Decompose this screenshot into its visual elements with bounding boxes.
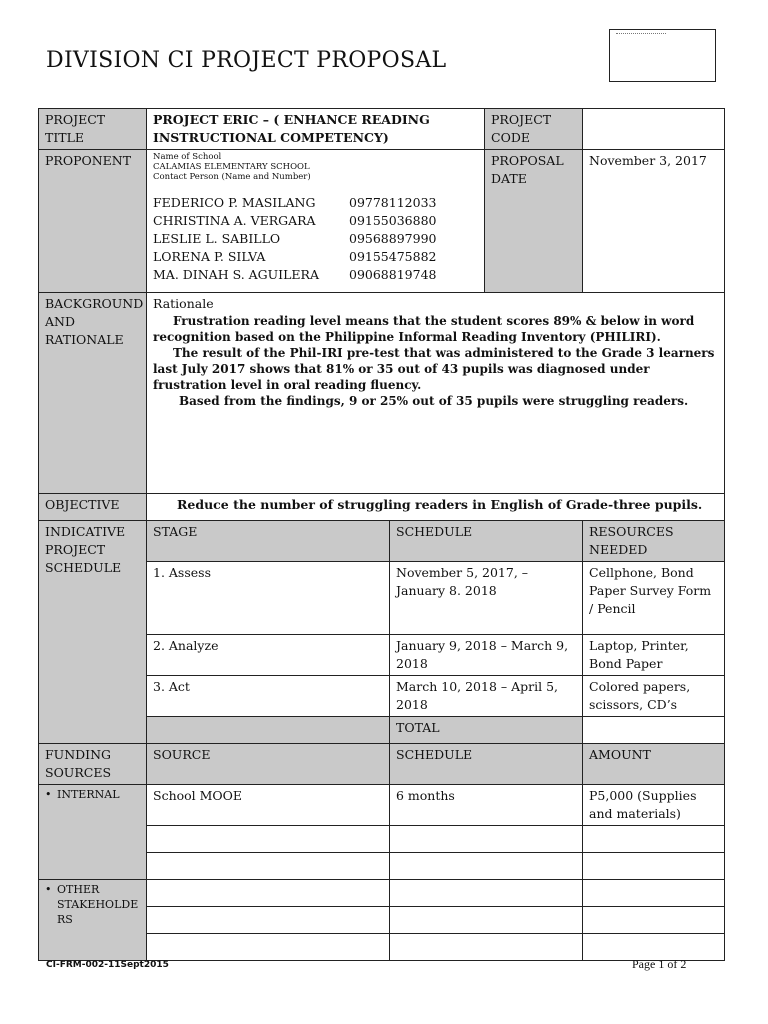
schedule-date: November 5, 2017, – January 8. 2018 [390, 562, 583, 635]
funding-schedule [390, 907, 583, 934]
schedule-col-schedule: SCHEDULE [390, 521, 583, 562]
funding-internal-text: INTERNAL [57, 788, 120, 801]
contact-phone: 09778112033 [349, 195, 437, 210]
form-code: CI-FRM-002-11Sept2015 [46, 960, 169, 970]
funding-other-text: OTHER STAKEHOLDE RS [57, 883, 139, 926]
funding-col-source: SOURCE [147, 744, 390, 785]
funding-amount [583, 826, 725, 853]
project-title-value: PROJECT ERIC – ( ENHANCE READING INSTRUCTIONAL COMPETENCY) [147, 109, 485, 150]
funding-source [147, 934, 390, 961]
funding-amount: P5,000 (Supplies and materials) [583, 785, 725, 826]
contact-phone: 09568897990 [349, 231, 437, 246]
project-code-label: PROJECT CODE [485, 109, 583, 150]
schedule-total-value [583, 717, 725, 744]
schedule-total-blank [147, 717, 390, 744]
rationale-paragraph: Based from the findings, 9 or 25% out of 35 pupils were struggling readers. [179, 394, 689, 408]
funding-schedule [390, 826, 583, 853]
school-value: CALAMIAS ELEMENTARY SCHOOL [153, 162, 310, 172]
schedule-stage: 3. Act [147, 676, 390, 717]
contact-row [153, 230, 478, 248]
page-title: DIVISION CI PROJECT PROPOSAL [46, 48, 447, 73]
proposal-date-label: PROPOSAL DATE [485, 150, 583, 293]
rationale-paragraph: The result of the Phil-IRI pre-test that was administered to the Grade 3 learners last July 2017 shows that 81% or 35 out of 43 pupils was diagnosed under frustration level in oral reading fluency. [153, 346, 715, 392]
funding-amount [583, 907, 725, 934]
bullet-icon: • [45, 788, 52, 801]
contact-name: LORENA P. SILVA [153, 249, 266, 264]
schedule-stage: 1. Assess [147, 562, 390, 635]
funding-source [147, 853, 390, 880]
funding-source [147, 826, 390, 853]
project-title-label: PROJECT TITLE [39, 109, 147, 150]
funding-amount [583, 853, 725, 880]
rationale-heading: Rationale [153, 296, 214, 311]
stamp-box-line [616, 33, 666, 36]
funding-source [147, 907, 390, 934]
proposal-date-value: November 3, 2017 [583, 150, 725, 293]
funding-schedule [390, 853, 583, 880]
proponent-cell [147, 150, 485, 293]
funding-schedule: 6 months [390, 785, 583, 826]
bullet-icon: • [45, 883, 52, 896]
schedule-label: INDICATIVE PROJECT SCHEDULE [39, 521, 147, 744]
school-label: Name of School [153, 152, 222, 162]
contact-name: FEDERICO P. MASILANG [153, 195, 316, 210]
contact-row [153, 194, 478, 212]
objective-label: OBJECTIVE [39, 494, 147, 521]
proponent-label: PROPONENT [39, 150, 147, 293]
contact-phone: 09068819748 [349, 267, 437, 282]
stamp-box [609, 29, 716, 82]
schedule-resources: Colored papers, scissors, CD’s [583, 676, 725, 717]
objective-text: Reduce the number of struggling readers in English of Grade-three pupils. [147, 494, 725, 521]
funding-label: FUNDING SOURCES [39, 744, 147, 785]
contact-name: MA. DINAH S. AGUILERA [153, 267, 319, 282]
contact-name: LESLIE L. SABILLO [153, 231, 281, 246]
contact-label: Contact Person (Name and Number) [153, 172, 311, 182]
schedule-resources: Laptop, Printer, Bond Paper [583, 635, 725, 676]
contact-row [153, 212, 478, 230]
schedule-col-resources: RESOURCES NEEDED [583, 521, 725, 562]
funding-internal-label [39, 785, 147, 880]
project-code-value [583, 109, 725, 150]
contact-phone: 09155475882 [349, 249, 437, 264]
funding-schedule [390, 934, 583, 961]
funding-other-label [39, 880, 147, 961]
funding-source: School MOOE [147, 785, 390, 826]
background-label: BACKGROUND AND RATIONALE [39, 293, 147, 494]
rationale-paragraph: Frustration reading level means that the student scores 89% & below in word recognition based on the Philippine Informal Reading Inventory (PHILIRI). [153, 314, 695, 344]
funding-schedule [390, 880, 583, 907]
contact-row [153, 266, 478, 284]
funding-amount [583, 880, 725, 907]
schedule-date: March 10, 2018 – April 5, 2018 [390, 676, 583, 717]
page-number: Page 1 of 2 [632, 957, 687, 971]
funding-col-schedule: SCHEDULE [390, 744, 583, 785]
funding-col-amount: AMOUNT [583, 744, 725, 785]
schedule-stage: 2. Analyze [147, 635, 390, 676]
funding-source [147, 880, 390, 907]
contact-name: CHRISTINA A. VERGARA [153, 213, 316, 228]
background-cell [147, 293, 725, 494]
proposal-table [38, 108, 725, 961]
contact-phone: 09155036880 [349, 213, 437, 228]
schedule-total-label: TOTAL [390, 717, 583, 744]
schedule-resources: Cellphone, Bond Paper Survey Form / Pencil [583, 562, 725, 635]
contact-row [153, 248, 478, 266]
contact-list [153, 194, 478, 284]
schedule-col-stage: STAGE [147, 521, 390, 562]
schedule-date: January 9, 2018 – March 9, 2018 [390, 635, 583, 676]
